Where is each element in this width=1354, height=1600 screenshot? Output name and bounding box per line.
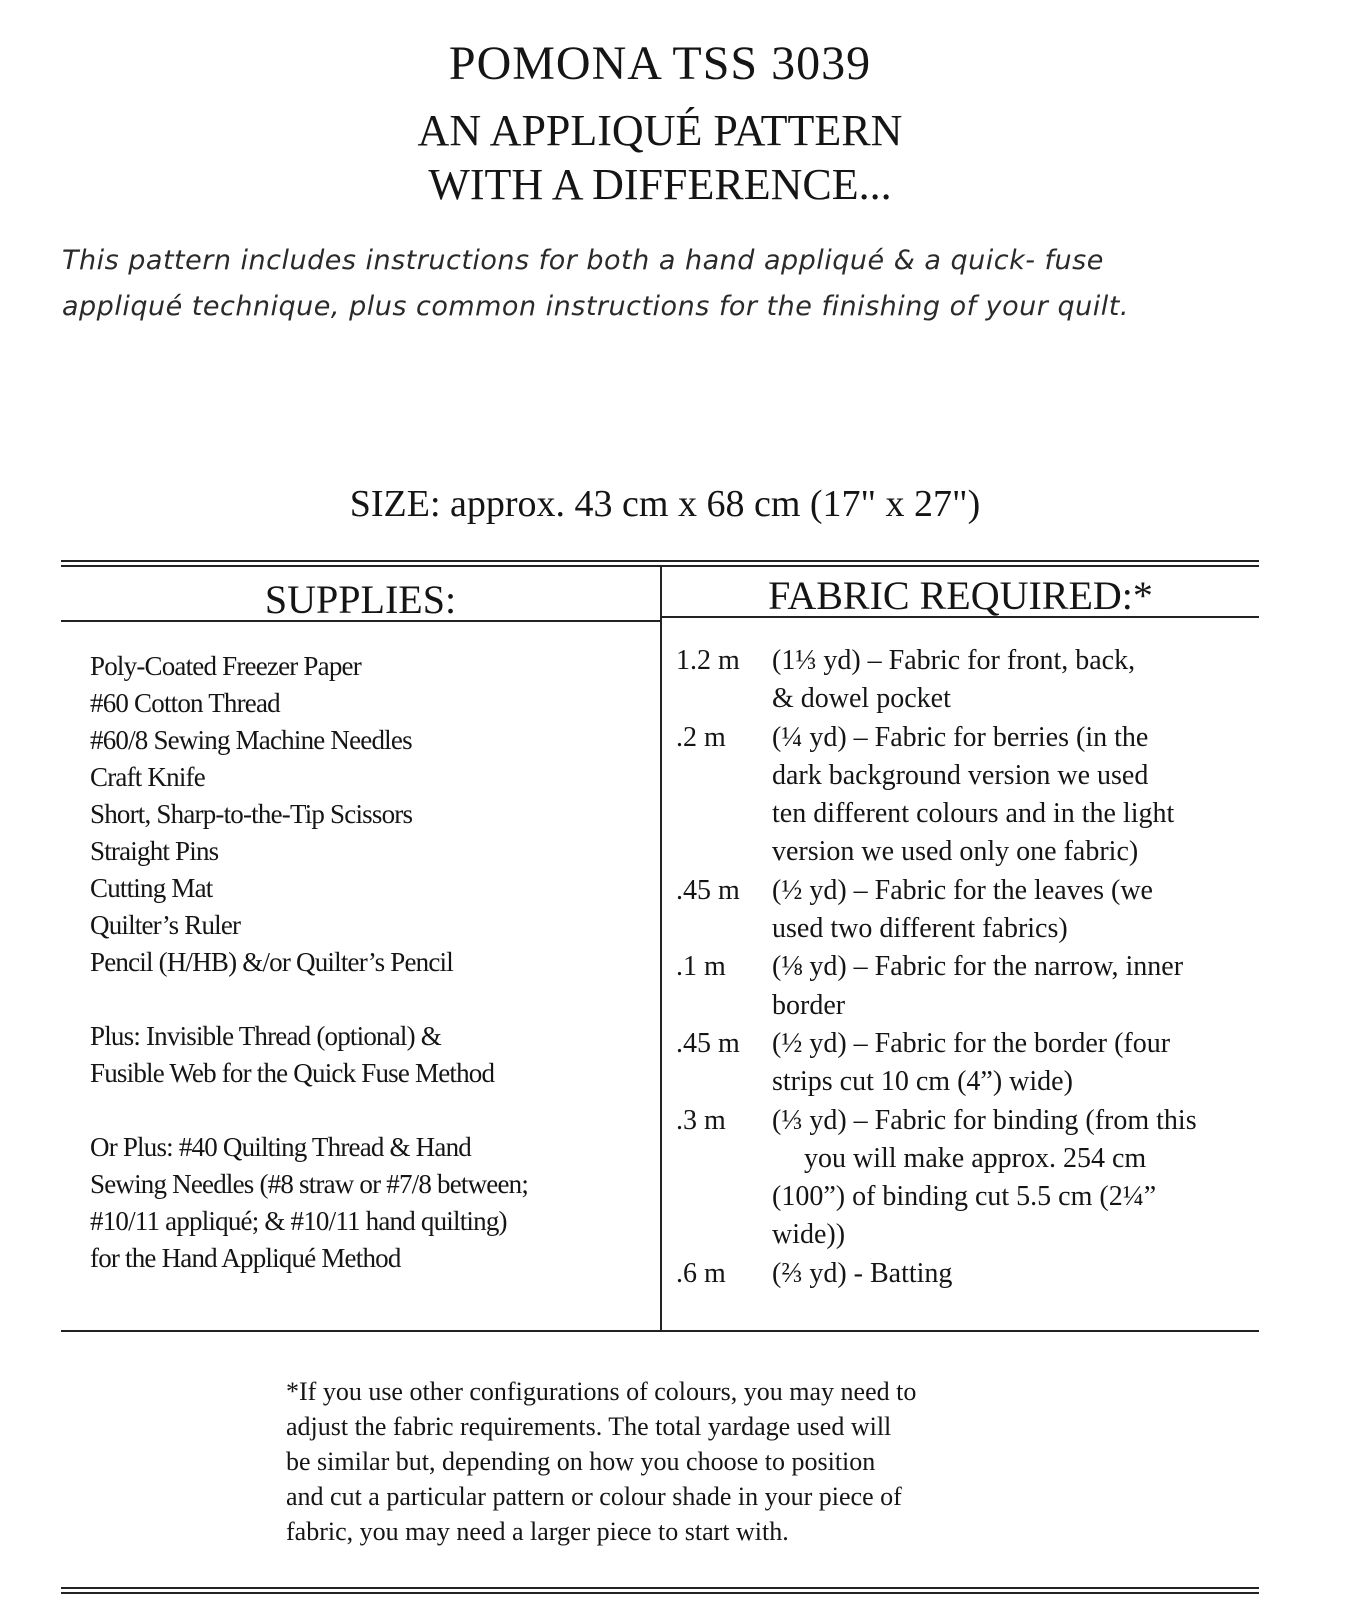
supply-item: Craft Knife — [90, 762, 205, 792]
page-bottom-rule — [61, 1587, 1259, 1589]
fabric-line: used two different fabrics) — [772, 913, 1068, 945]
spacer — [90, 1092, 630, 1129]
fabric-amount: .2 m — [676, 721, 726, 753]
supply-item: #60/8 Sewing Machine Needles — [90, 725, 412, 755]
fabric-row — [676, 642, 1276, 719]
supply-item: #60 Cotton Thread — [90, 688, 280, 718]
fabric-line: (100”) of binding cut 5.5 cm (2¼” — [772, 1181, 1157, 1213]
fabric-description — [772, 948, 1276, 1025]
orplus-line: Sewing Needles (#8 straw or #7/8 between; — [90, 1169, 529, 1199]
fabric-amount: 1.2 m — [676, 645, 740, 676]
plus-line: Plus: Invisible Thread (optional) & — [90, 1021, 441, 1051]
fabric-amount: .6 m — [676, 1257, 726, 1289]
fabric-row — [676, 1025, 1276, 1102]
footnote-line: *If you use other configurations of colours, you may need to — [286, 1377, 917, 1406]
subtitle-line: WITH A DIFFERENCE... — [428, 159, 892, 209]
fabric-line: (¼ yd) – Fabric for berries (in the — [772, 721, 1149, 753]
fabric-line: (½ yd) – Fabric for the border (four — [772, 1027, 1171, 1059]
fabric-line: wide)) — [772, 1219, 846, 1251]
fabric-description — [772, 872, 1276, 949]
fabric-description — [772, 1025, 1276, 1102]
fabric-row — [676, 719, 1276, 872]
orplus-line: #10/11 appliqué; & #10/11 hand quilting) — [90, 1206, 507, 1236]
supply-item: Straight Pins — [90, 836, 219, 866]
fabric-description — [772, 642, 1276, 719]
fabric-line: dark background version we used — [772, 759, 1149, 791]
orplus-line: Or Plus: #40 Quilting Thread & Hand — [90, 1132, 471, 1162]
table-column-divider — [660, 566, 662, 1332]
fabric-amount: .3 m — [676, 1104, 726, 1136]
intro-line: appliqué technique, plus common instructions for the finishing of your quilt. — [62, 291, 1129, 322]
intro-text — [62, 238, 1262, 330]
fabric-heading: FABRIC REQUIRED:* — [768, 573, 1153, 618]
fabric-line: (⅔ yd) - Batting — [772, 1257, 953, 1289]
footnote-line: and cut a particular pattern or colour shade in your piece of — [286, 1482, 902, 1511]
supply-item: Quilter’s Ruler — [90, 910, 241, 940]
fabric-line: (½ yd) – Fabric for the leaves (we — [772, 874, 1153, 906]
spacer — [90, 981, 630, 1018]
fabric-description — [772, 1255, 1276, 1293]
pattern-subtitle — [0, 104, 1320, 211]
footnote — [286, 1374, 1066, 1549]
fabric-row — [676, 1255, 1276, 1293]
supply-item: Poly-Coated Freezer Paper — [90, 651, 361, 681]
subtitle-line: AN APPLIQUÉ PATTERN — [417, 106, 903, 155]
intro-line: This pattern includes instructions for both a hand appliqué & a quick- fuse — [62, 245, 1104, 276]
fabric-line: border — [772, 989, 846, 1021]
fabric-line: strips cut 10 cm (4”) wide) — [772, 1066, 1073, 1098]
fabric-list — [676, 642, 1276, 1293]
fabric-line: & dowel pocket — [772, 683, 951, 715]
orplus-line: for the Hand Appliqué Method — [90, 1243, 401, 1273]
supply-item: Short, Sharp-to-the-Tip Scissors — [90, 799, 413, 829]
footnote-line: be similar but, depending on how you choose to position — [286, 1447, 876, 1476]
fabric-line: version we used only one fabric) — [772, 836, 1139, 868]
plus-line: Fusible Web for the Quick Fuse Method — [90, 1058, 495, 1088]
supplies-heading: SUPPLIES: — [264, 577, 457, 622]
pattern-title: POMONA TSS 3039 — [448, 37, 872, 90]
fabric-line: you will make approx. 254 cm — [804, 1142, 1147, 1174]
fabric-row — [676, 1102, 1276, 1255]
fabric-line: (1⅓ yd) – Fabric for front, back, — [772, 645, 1136, 676]
table-bottom-rule — [61, 1330, 1259, 1332]
supply-item: Cutting Mat — [90, 873, 213, 903]
fabric-line: ten different colours and in the light — [772, 798, 1175, 830]
fabric-row — [676, 872, 1276, 949]
table-top-rule — [61, 560, 1259, 562]
fabric-line: (⅓ yd) – Fabric for binding (from this — [772, 1104, 1197, 1136]
fabric-row — [676, 948, 1276, 1025]
fabric-description — [772, 719, 1276, 872]
fabric-amount: .45 m — [676, 874, 740, 906]
supplies-list — [90, 648, 630, 1277]
size-heading: SIZE: approx. 43 cm x 68 cm (17" x 27") — [349, 483, 981, 525]
fabric-line: (⅛ yd) – Fabric for the narrow, inner — [772, 951, 1184, 983]
fabric-amount: .45 m — [676, 1027, 740, 1059]
fabric-description — [772, 1102, 1276, 1255]
supply-item: Pencil (H/HB) &/or Quilter’s Pencil — [90, 947, 453, 977]
page-bottom-rule-double — [61, 1592, 1259, 1594]
footnote-line: adjust the fabric requirements. The total yardage used will — [286, 1412, 892, 1441]
footnote-line: fabric, you may need a larger piece to start with. — [286, 1517, 789, 1546]
fabric-amount: .1 m — [676, 951, 726, 983]
